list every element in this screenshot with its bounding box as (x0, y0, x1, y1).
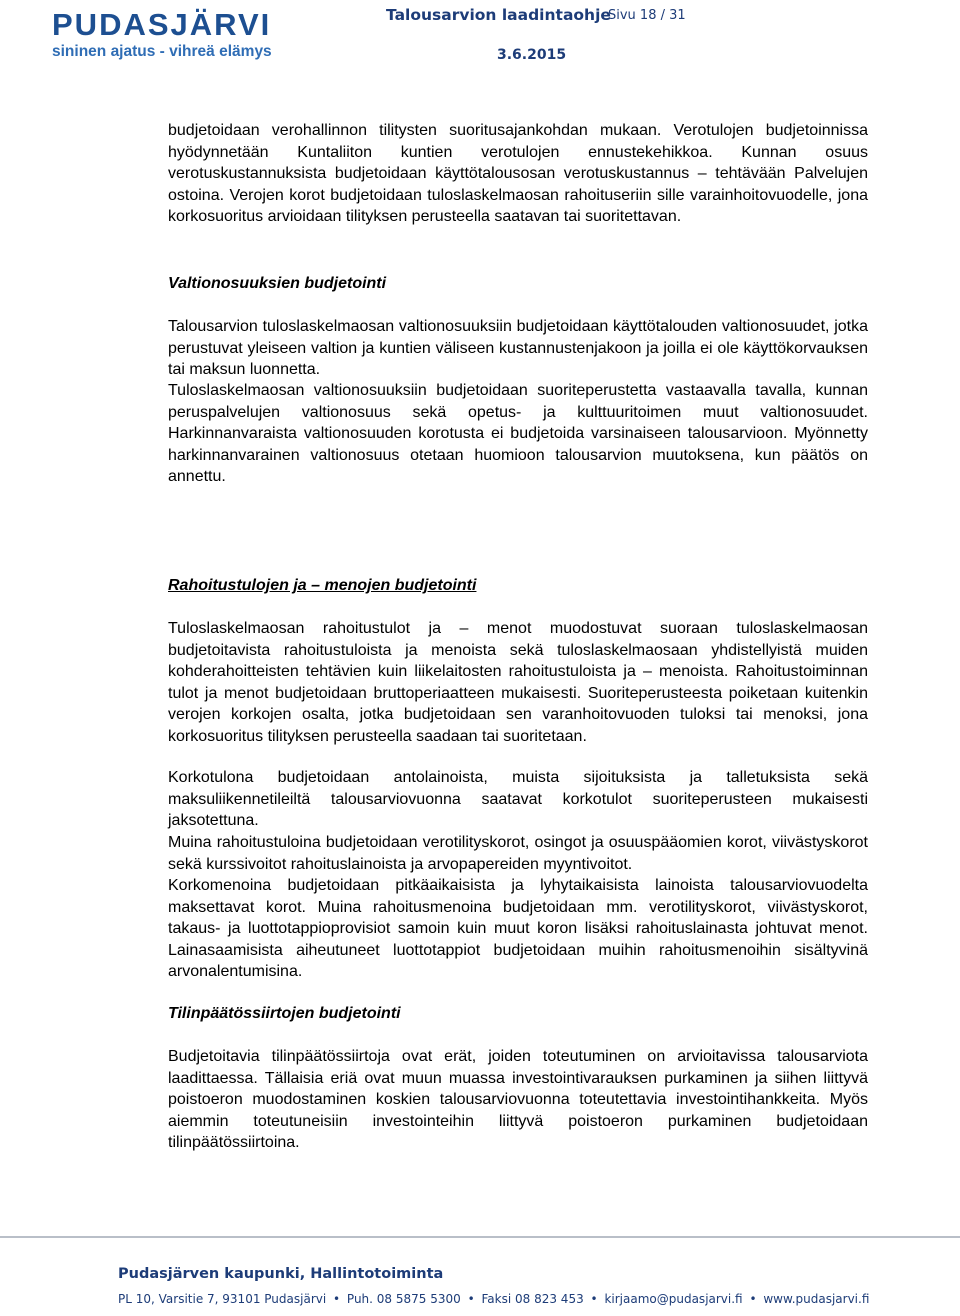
section-heading-valtionosuudet: Valtionosuuksien budjetointi (168, 275, 387, 292)
footer-fax: Faksi 08 823 453 (481, 1292, 584, 1306)
footer-divider (0, 1236, 960, 1238)
section-heading-rahoitus: Rahoitustulojen ja – menojen budjetointi (168, 577, 477, 594)
section2-paragraph-2: Korkotulona budjetoidaan antolainoista, muista sijoituksista ja talletuksista sekä maksuliikennetileiltä talousarviovuonna saatavat korkotulot suoriteperusteen mukaisesti jaksotettuna. (168, 769, 868, 829)
footer-separator: • (590, 1292, 598, 1306)
pudasjarvi-logo (52, 8, 272, 61)
intro-paragraph: budjetoidaan verohallinnon tilitysten suoritusajankohdan mukaan. Verotulojen budjetoinnissa hyödynnetään Kuntaliiton kuntien verotulojen ennustekehikkoa. Kunnan osuus verotuskustannuksista budjetoidaan käyttötalousosan verotuskustannus – tehtävään Palvelujen ostoina. Verojen korot budjetoidaan tuloslaskelmaosan rahoituseriin sille varainhoitovuodelle, jona korkosuoritus arvioidaan tilityksen perusteella saatavan tai suoritettavan. (168, 122, 868, 225)
footer-address: PL 10, Varsitie 7, 93101 Pudasjärvi (118, 1292, 327, 1306)
section2-paragraph-1: Tuloslaskelmaosan rahoitustulot ja – menot muodostuvat suoraan tuloslaskelmaosan budjetoitavista rahoitustuloista ja menoista sekä tuloslaskelmaosaan yhdistellyistä muiden kohderahoitteisten tehtävien kuin liikelaitosten rahoitustuloista ja – menoista. Rahoitustoiminnan tulot ja menot budjetoidaan bruttoperiaatteen mukaisesti. Suoriteperusteesta poiketaan kuitenkin verojen korkojen osalta, jotka budjetoidaan sen varanhoitovuoden tuloksi tai menoksi, jona korkosuoritus tilityksen perusteella saadaan tai suoritetaan. (168, 620, 868, 745)
logo-tagline: sininen ajatus - vihreä elämys (52, 43, 272, 60)
document-date: 3.6.2015 (497, 47, 567, 63)
section3-paragraph-1: Budjetoitavia tilinpäätössiirtoja ovat erät, joiden toteutuminen on arvioitavissa talousarviota laadittaessa. Tällaisia eriä ovat muun muassa investointivarauksen purkaminen ja siihen liittyvä poistoeron muodostaminen koskien talousarviovuonna toteutettavia investointihankkeita. Myös aiemmin toteutuneisiin investointeihin liittyvä poistoeron purkaminen budjetoidaan tilinpäätössiirtoina. (168, 1048, 868, 1151)
footer-separator: • (467, 1292, 475, 1306)
footer-organization: Pudasjärven kaupunki, Hallintotoiminta (118, 1266, 444, 1282)
section1-paragraph-2: Tuloslaskelmaosan valtionosuuksiin budjetoidaan suoriteperustetta vastaavalla tavalla, kunnan peruspalvelujen valtionosuus sekä opetus- ja kulttuuritoimen muut valtionosuudet. Harkinnanvaraista valtionosuuden korotusta ei budjetoida varsinaiseen talousarvioon. Myönnetty harkinnanvarainen valtionosuus otetaan huomioon talousarvion muutoksena, kun päätös on annettu. (168, 382, 868, 485)
section1-paragraph-1: Talousarvion tuloslaskelmaosan valtionosuuksiin budjetoidaan käyttötalouden valtionosuudet, jotka perustuvat yleiseen valtion ja kuntien väliseen kustannustenjakoon ja joilla ei ole käyttökorvauksen tai maksun luonnetta. (168, 318, 868, 378)
section2-paragraph-4: Korkomenoina budjetoidaan pitkäaikaisista ja lyhytaikaisista lainoista talousarviovuodelta maksettavat korot. Muina rahoitusmenoina budjetoidaan mm. verotilityskorot, viivästyskorot, takaus- ja luottotappioprovisiot samoin kuin muut koron lisäksi rahoituslainasta johtuvat menot. Lainasaamisista aiheutuneet luottotappiot budjetoidaan muihin rahoitusmenoihin sisältyvinä arvonalentumisina. (168, 877, 868, 980)
footer-separator: • (333, 1292, 341, 1306)
section2-paragraph-3: Muina rahoitustuloina budjetoidaan verotilityskorot, osingot ja osuuspääomien korot, viivästyskorot sekä kurssivoitot rahoituslainoista ja arvopapereiden myyntivoitot. (168, 834, 868, 873)
footer-separator: • (749, 1292, 757, 1306)
page-number: Sivu 18 / 31 (608, 8, 686, 23)
document-title: Talousarvion laadintaohje (386, 6, 611, 24)
footer-email[interactable]: kirjaamo@pudasjarvi.fi (604, 1292, 743, 1306)
footer-website[interactable]: www.pudasjarvi.fi (763, 1292, 870, 1306)
section-heading-tilinpaatossiirrot: Tilinpäätössiirtojen budjetointi (168, 1005, 401, 1022)
logo-wordmark: PUDASJÄRVI (52, 7, 272, 42)
footer-phone: Puh. 08 5875 5300 (346, 1292, 461, 1306)
footer-contact-line (118, 1292, 869, 1306)
